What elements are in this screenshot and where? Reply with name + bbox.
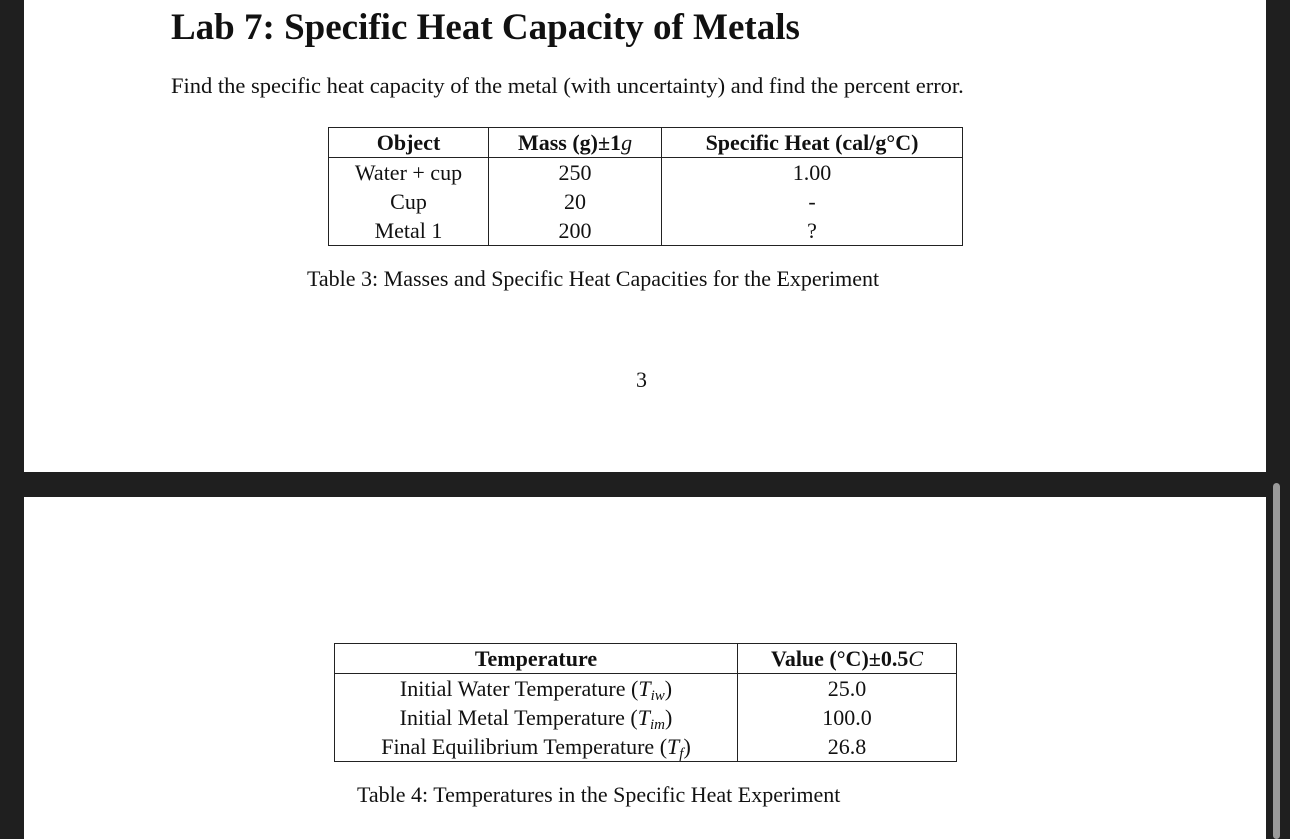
cell-specific-heat: - (662, 187, 963, 216)
cell-temperature-label (335, 703, 738, 732)
cell-temperature-value: 100.0 (738, 703, 957, 732)
subscript-text: im (650, 717, 666, 733)
symbol-text: T (638, 676, 651, 701)
value-header-text: Value (°C)±0.5 (770, 646, 909, 671)
column-header-specific-heat: Specific Heat (cal/g°C) (662, 128, 963, 158)
mass-header-text: Mass (g)±1 (517, 130, 622, 155)
cell-object: Water + cup (329, 158, 489, 188)
column-header-value (738, 644, 957, 674)
page-4 (24, 497, 1266, 839)
mass-specific-heat-table (328, 127, 963, 246)
cell-temperature-value: 26.8 (738, 732, 957, 762)
vertical-scrollbar[interactable] (1270, 0, 1284, 839)
table-header-row (329, 128, 963, 158)
value-header-unit: C (908, 646, 924, 671)
document-title: Lab 7: Specific Heat Capacity of Metals (171, 7, 800, 48)
cell-mass: 200 (489, 216, 662, 246)
scrollbar-thumb[interactable] (1273, 483, 1280, 839)
subscript-text: f (679, 746, 684, 762)
close-paren: ) (665, 705, 673, 730)
table-row (329, 158, 963, 188)
page-number: 3 (636, 367, 647, 392)
symbol-text: T (667, 734, 680, 759)
label-text: Initial Metal Temperature ( (399, 705, 638, 730)
cell-object: Metal 1 (329, 216, 489, 246)
label-text: Initial Water Temperature ( (399, 676, 639, 701)
subscript-text: iw (650, 688, 665, 704)
label-text: Final Equilibrium Temperature ( (381, 734, 668, 759)
cell-mass: 250 (489, 158, 662, 188)
mass-header-unit: g (621, 130, 633, 155)
table-4-caption: Table 4: Temperatures in the Specific Heat Experiment (357, 782, 841, 807)
close-paren: ) (683, 734, 691, 759)
column-header-mass (489, 128, 662, 158)
cell-temperature-value: 25.0 (738, 674, 957, 704)
cell-specific-heat: 1.00 (662, 158, 963, 188)
table-row (329, 216, 963, 246)
table-row (335, 703, 957, 732)
close-paren: ) (664, 676, 673, 701)
cell-temperature-label (335, 674, 738, 704)
table-3-caption: Table 3: Masses and Specific Heat Capacities for the Experiment (307, 266, 880, 291)
table-header-row (335, 644, 957, 674)
cell-mass: 20 (489, 187, 662, 216)
page-3 (24, 0, 1266, 472)
instructions-text: Find the specific heat capacity of the metal (with uncertainty) and find the percent error. (171, 73, 964, 98)
table-row (335, 732, 957, 762)
cell-object: Cup (329, 187, 489, 216)
column-header-temperature: Temperature (335, 644, 738, 674)
column-header-object: Object (329, 128, 489, 158)
cell-temperature-label (335, 732, 738, 762)
symbol-text: T (637, 705, 651, 730)
cell-specific-heat: ? (662, 216, 963, 246)
temperature-table (334, 643, 957, 762)
table-row (329, 187, 963, 216)
table-row (335, 674, 957, 704)
